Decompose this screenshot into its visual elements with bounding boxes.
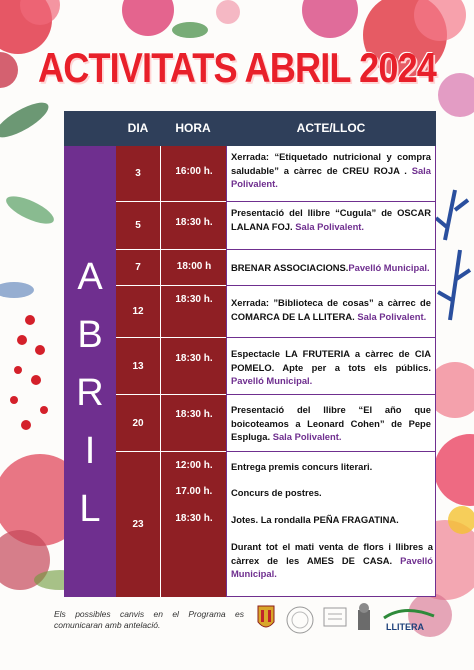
- row-time-cell: [160, 146, 226, 202]
- month-letter: L: [79, 488, 101, 530]
- row-day: 13: [116, 338, 160, 395]
- table-row: [116, 338, 436, 395]
- month-letter: I: [84, 430, 96, 472]
- row-activity: [226, 395, 436, 452]
- row-day: 23: [116, 452, 160, 597]
- row-time: 18:00 h: [176, 261, 212, 272]
- activity-text: Presentació del llibre “Cugula” de OSCAR LALANA FOJ.: [231, 207, 431, 232]
- activity-text: Durant tot el mati venta de flors i llibres a càrrex de les AMES DE CASA.: [231, 541, 433, 566]
- row-activity: [226, 286, 436, 338]
- header-hora: HORA: [175, 121, 211, 135]
- footer-note: Els possibles canvis en el Programa es comunicaran amb antelació.: [54, 609, 244, 630]
- activity-venue: Pavelló Municipal.: [348, 262, 430, 273]
- flower-top-center: [122, 0, 240, 38]
- row-time: 12:00 h.: [175, 460, 213, 471]
- month-letter: B: [77, 314, 103, 356]
- activity-venue: Pavelló Municipal.: [231, 554, 433, 579]
- table-row: [116, 250, 436, 286]
- tower-crest-icon: [358, 603, 370, 630]
- row-time: 16:00 h.: [175, 166, 213, 177]
- row-time-cell: [160, 250, 226, 286]
- row-activity: [226, 146, 436, 202]
- row-activity: [226, 338, 436, 395]
- activity-text: Jotes. La rondalla PEÑA FRAGATINA.: [231, 514, 399, 525]
- row-time-cell: [160, 286, 226, 338]
- activity-venue: Pavelló Municipal.: [231, 375, 313, 386]
- table-header: [64, 111, 436, 146]
- month-letter: R: [76, 372, 104, 414]
- activity-venue: Sala Polivalent.: [295, 220, 365, 232]
- row-activity: [226, 202, 436, 250]
- row-time: 18:30 h.: [175, 294, 213, 305]
- row-activity: [226, 250, 436, 286]
- row-day: 12: [116, 286, 160, 338]
- header-dia: DIA: [127, 121, 149, 135]
- row-time-cell: [160, 338, 226, 395]
- row-time: 18:30 h.: [175, 409, 213, 420]
- activity-text: Concurs de postres.: [231, 487, 322, 498]
- activity-multiline: [231, 540, 433, 581]
- red-berries-left: [10, 315, 48, 430]
- activity-venue: Sala Polivalent.: [231, 164, 431, 189]
- activity-text: Espectacle LA FRUTERIA a càrrec de CIA POMELO. Apte per a tots els públics.: [231, 348, 431, 373]
- row-day: 5: [116, 202, 160, 250]
- row-time: 18:30 h.: [175, 513, 213, 524]
- row-day: 3: [116, 146, 160, 202]
- row-time-cell: [160, 452, 226, 597]
- row-time: 18:30 h.: [175, 353, 213, 364]
- activity-text: BRENAR ASSOCIACIONS.: [231, 262, 349, 273]
- header-acte: ACTE/LLOC: [296, 121, 366, 135]
- table-row: [116, 286, 436, 338]
- activity-text: Presentació del llibre “El año que boicoteamos a Leonard Cohen” de Pepe Espluga.: [231, 404, 431, 442]
- circular-seal-icon: [287, 607, 313, 633]
- table-row: [116, 395, 436, 452]
- row-activity: [226, 452, 436, 597]
- activity-text: Xerrada: “Etiquetado nutricional y compra saludable” a càrrec de CREU ROJA .: [231, 151, 431, 176]
- row-time: 18:30 h.: [175, 217, 213, 228]
- table-row: [116, 202, 436, 250]
- month-column: [64, 146, 116, 597]
- svg-text:LLITERA: LLITERA: [386, 622, 424, 632]
- activity-text: Xerrada: ”Biblioteca de cosas” a càrrec de COMARCA DE LA LLITERA.: [231, 297, 431, 322]
- table-row: [116, 146, 436, 202]
- activities-table: [64, 111, 436, 597]
- row-time: 17.00 h.: [175, 486, 213, 497]
- library-logo-icon: [324, 608, 346, 626]
- activity-text: Entrega premis concurs literari.: [231, 461, 373, 472]
- row-time-cell: [160, 202, 226, 250]
- municipal-shield-icon: [258, 606, 274, 627]
- activity-venue: Sala Polivalent.: [357, 310, 427, 322]
- row-day: 7: [116, 250, 160, 286]
- row-time-cell: [160, 395, 226, 452]
- sponsor-logos: [248, 600, 438, 640]
- table-row: [116, 452, 436, 597]
- row-day: 20: [116, 395, 160, 452]
- page-title: ACTIVITATS ABRIL 2024: [37, 44, 437, 91]
- leaves-left: [0, 96, 57, 298]
- blue-sprigs-right: [436, 190, 470, 320]
- month-letter: A: [77, 256, 103, 298]
- comarca-logo-icon: [384, 610, 434, 632]
- activity-venue: Sala Polivalent.: [272, 431, 342, 442]
